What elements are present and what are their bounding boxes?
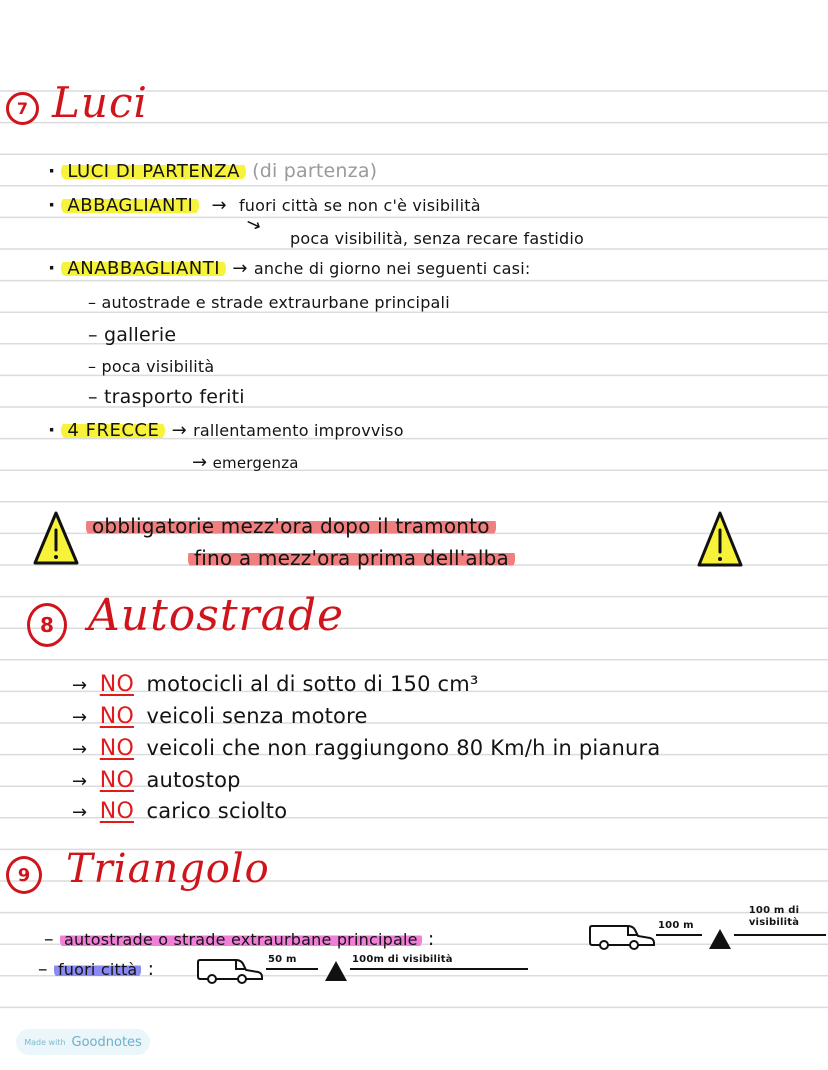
section-number-9: 9	[6, 856, 42, 894]
autostrade-item-1: → NO motocicli al di sotto di 150 cm³	[72, 672, 479, 697]
arrow-right-icon: →	[171, 420, 187, 441]
arrow-right-icon: →	[72, 707, 88, 728]
visibility-label-2: 100m di visibilità	[352, 954, 453, 965]
abbaglianti-detail-2: poca visibilità, senza recare fastidio	[290, 229, 584, 248]
triangle-icon	[708, 928, 732, 950]
arrow-right-icon: →	[232, 258, 248, 279]
section-number-7: 7	[6, 92, 39, 125]
autostrade-item-5: → NO carico sciolto	[72, 799, 288, 824]
warning-triangle-icon	[696, 510, 744, 568]
warning-triangle-icon	[32, 510, 80, 566]
goodnotes-badge[interactable]: Made with Goodnotes	[16, 1029, 150, 1055]
autostrade-item-4: → NO autostop	[72, 768, 241, 793]
item-4-frecce: · 4 FRECCE → rallentamento improvviso	[48, 419, 404, 441]
warning-line-1: obbligatorie mezz'ora dopo il tramonto	[86, 514, 496, 538]
section-number-8: 8	[27, 603, 67, 647]
arrow-right-icon: →	[192, 452, 208, 473]
triangolo-row-1: – autostrade o strade extraurbane principale :	[44, 928, 435, 950]
distance-line-2	[266, 968, 318, 970]
visibility-label-1: 100 m di visibilità	[748, 905, 800, 928]
item-luci-di-partenza: · LUCI DI PARTENZA (di partenza)	[48, 160, 378, 182]
arrow-right-icon: →	[72, 675, 88, 696]
anabbaglianti-sub-4: – trasporto feriti	[88, 386, 245, 408]
anabbaglianti-sub-2: – gallerie	[88, 324, 177, 346]
arrow-diagonal-icon: →	[242, 211, 265, 238]
anabbaglianti-sub-3: – poca visibilità	[88, 357, 215, 376]
visibility-line-2	[350, 968, 528, 970]
item-anabbaglianti: · ANABBAGLIANTI → anche di giorno nei seguenti casi:	[48, 257, 531, 279]
autostrade-item-2: → NO veicoli senza motore	[72, 704, 368, 729]
warning-line-2: fino a mezz'ora prima dell'alba	[188, 546, 515, 570]
arrow-right-icon: →	[72, 802, 88, 823]
triangolo-row-2: – fuori città :	[38, 958, 155, 980]
item-abbaglianti: · ABBAGLIANTI → fuori città se non c'è visibilità	[48, 194, 481, 216]
car-icon	[196, 954, 264, 984]
distance-label-1: 100 m	[658, 920, 694, 931]
autostrade-item-3: → NO veicoli che non raggiungono 80 Km/h in pianura	[72, 736, 661, 761]
frecce-detail-2: → emergenza	[192, 452, 299, 473]
anabbaglianti-sub-1: – autostrade e strade extraurbane principali	[88, 293, 450, 312]
distance-line-1	[656, 934, 702, 936]
section-title-triangolo: Triangolo	[66, 846, 270, 892]
arrow-right-icon: →	[205, 195, 233, 216]
visibility-line-1	[734, 934, 826, 936]
arrow-right-icon: →	[72, 739, 88, 760]
section-title-luci: Luci	[52, 78, 148, 127]
distance-label-2: 50 m	[268, 954, 297, 965]
triangle-icon	[324, 960, 348, 982]
section-title-autostrade: Autostrade	[88, 590, 345, 641]
car-icon	[588, 920, 656, 950]
arrow-right-icon: →	[72, 771, 88, 792]
